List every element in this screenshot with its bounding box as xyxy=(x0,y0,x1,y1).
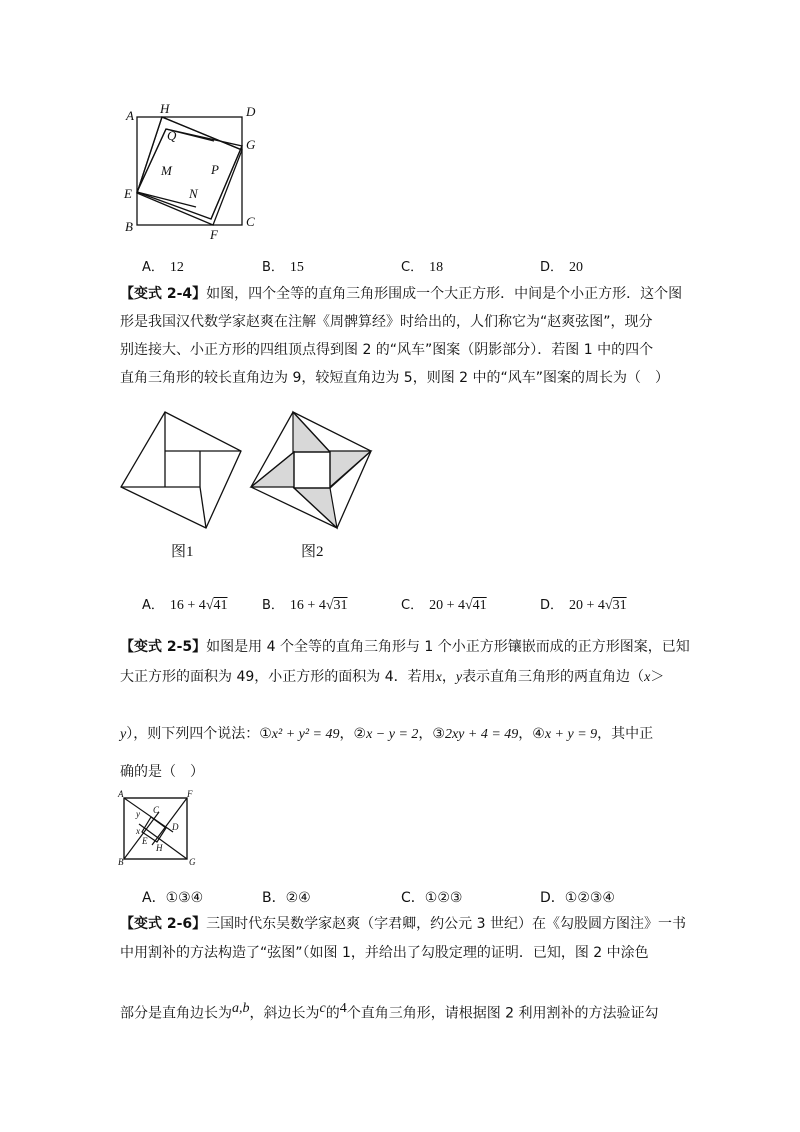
statement-2: x − y = 2 xyxy=(366,727,419,742)
option-letter: D． xyxy=(540,260,564,275)
label-a: A xyxy=(126,108,134,123)
question-line: 别连接大、小正方形的四组顶点得到图 2 的“风车”图案（阴影部分）．若图 1 中的四个 xyxy=(120,342,654,358)
option-letter: C． xyxy=(401,598,424,613)
option-letter: B． xyxy=(262,890,286,906)
option-letter: B． xyxy=(262,260,284,275)
option-value: 20 + 4√41 xyxy=(429,598,487,613)
figure-2-caption: 图2 xyxy=(301,544,324,560)
label-h: H xyxy=(160,101,170,116)
option-value: 16 + 4√31 xyxy=(289,598,348,613)
label-c: C xyxy=(246,214,255,229)
label-e: E xyxy=(124,186,132,201)
option-value: 16 + 4√41 xyxy=(169,598,228,613)
option-letter: D． xyxy=(540,598,564,613)
label-f: F xyxy=(187,789,193,799)
label-b: B xyxy=(125,219,133,234)
option-value: 15 xyxy=(289,260,304,275)
question-line: 形是我国汉代数学家赵爽在注解《周髀算经》时给出的，人们称它为“赵爽弦图”，现分 xyxy=(120,314,653,330)
option-value: ②④ xyxy=(285,890,311,906)
statement-4: x + y = 9 xyxy=(544,727,598,742)
question-line: 【变式 2-5】如图是用 4 个全等的直角三角形与 1 个小正方形镶嵌而成的正方形图案，已知 xyxy=(120,639,690,655)
option-value: ①②③④ xyxy=(564,890,615,906)
option-value: 20 + 4√31 xyxy=(569,598,627,613)
question-line: 中用割补的方法构造了“弦图”（如图 1，并给出了勾股定理的证明．已知，图 2 中涂色 xyxy=(120,945,649,961)
option-letter: B． xyxy=(262,598,284,613)
question-line: 【变式 2-6】三国时代东吴数学家赵爽（字君卿，约公元 3 世纪）在《勾股圆方图注》一书 xyxy=(120,916,686,932)
option-value: ①③④ xyxy=(165,890,204,906)
option-letter: A． xyxy=(142,260,164,275)
option-letter: A． xyxy=(142,598,164,613)
option-b[interactable] xyxy=(262,887,311,907)
label-g: G xyxy=(246,137,256,152)
question-2-5-statements: y），则下列四个说法：①x² + y² = 49，②x − y = 2，③2xy + 4 = 49，④x + y = 9，其中正 xyxy=(120,726,654,742)
figure-1-caption: 图1 xyxy=(171,544,194,560)
label-y: y xyxy=(136,809,140,819)
label-p: P xyxy=(211,162,219,177)
question-line: 确的是（ ） xyxy=(120,764,204,780)
option-letter: A． xyxy=(142,890,166,906)
option-a[interactable] xyxy=(142,887,203,907)
option-letter: C． xyxy=(401,890,425,906)
label-d: D xyxy=(246,104,256,119)
option-letter: D． xyxy=(540,890,565,906)
statement-1: x² + y² = 49 xyxy=(271,727,340,742)
label-a: A xyxy=(118,789,124,799)
option-value: 12 xyxy=(169,260,184,275)
label-n: N xyxy=(189,186,198,201)
label-c: C xyxy=(153,805,160,815)
label-d: D xyxy=(172,822,179,832)
question-tag: 【变式 2-5】 xyxy=(120,639,207,655)
label-x: x xyxy=(136,826,140,836)
label-f: F xyxy=(210,227,218,242)
option-value: ①②③ xyxy=(424,890,463,906)
question-line: 【变式 2-4】如图，四个全等的直角三角形围成一个大正方形．中间是个小正方形．这个图 xyxy=(120,286,683,302)
question-line: 直角三角形的较长直角边为 9，较短直角边为 5，则图 2 中的“风车”图案的周长为（ ） xyxy=(120,370,670,386)
label-q: Q xyxy=(167,128,177,143)
option-value: 20 xyxy=(569,260,584,275)
option-c[interactable] xyxy=(401,887,462,907)
statement-3: 2xy + 4 = 49 xyxy=(444,727,519,742)
question-line: 部分是直角边长为$^{a,b}$，斜边长为$^c$的$^4$个直角三角形，请根据图 2 利用割补的方法验证勾 xyxy=(120,1001,659,1022)
option-letter: C． xyxy=(401,260,424,275)
label-h: H xyxy=(156,843,163,853)
option-d[interactable] xyxy=(540,887,615,907)
label-e: E xyxy=(142,836,148,846)
label-m: M xyxy=(161,163,172,178)
question-tag: 【变式 2-4】 xyxy=(120,286,207,302)
question-tag: 【变式 2-6】 xyxy=(120,916,207,932)
label-b: B xyxy=(118,857,124,867)
option-value: 18 xyxy=(429,260,444,275)
question-line: 大正方形的面积为 49，小正方形的面积为 4．若用x，y表示直角三角形的两直角边（x＞ xyxy=(120,669,665,685)
question-2-6-text xyxy=(120,910,690,968)
label-g: G xyxy=(189,857,196,867)
